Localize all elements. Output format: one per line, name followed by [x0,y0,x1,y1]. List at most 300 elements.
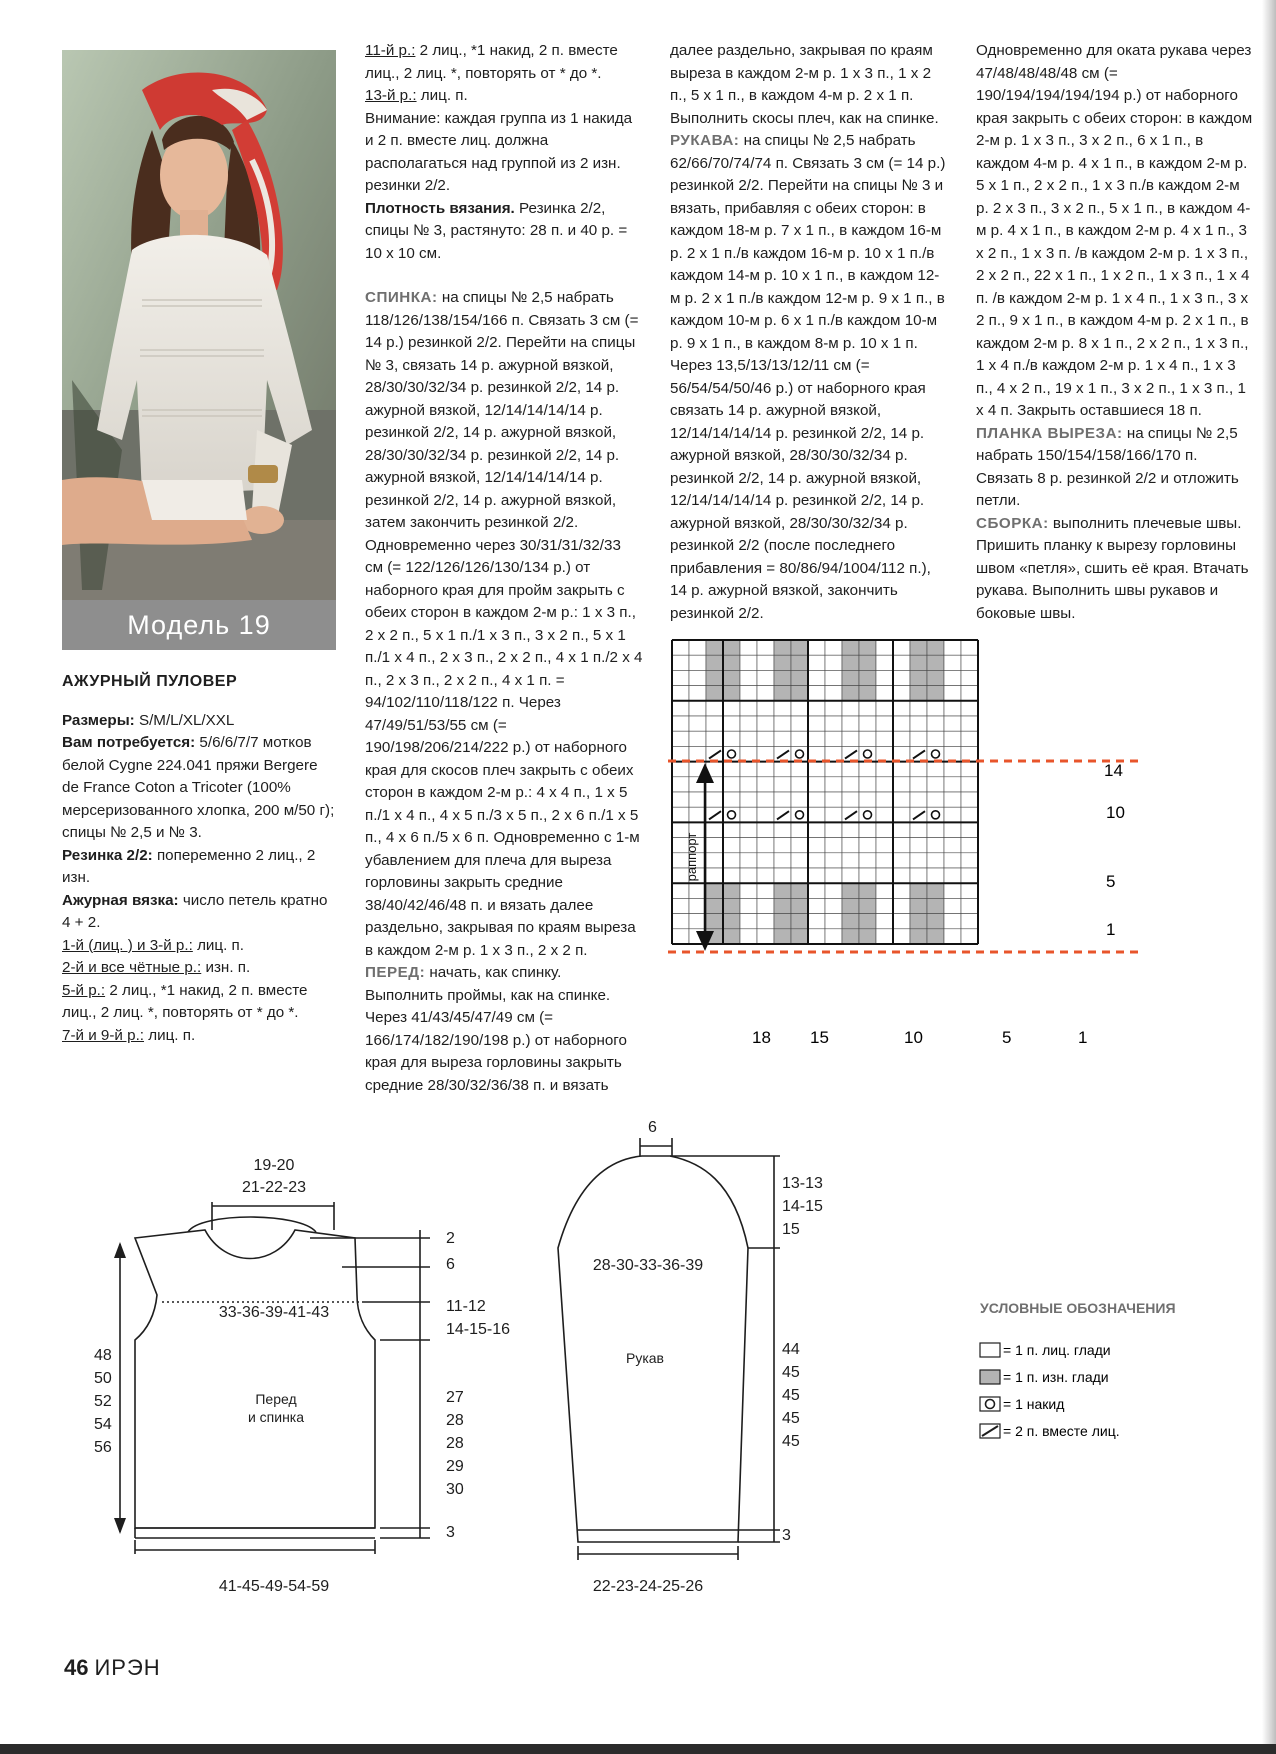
chart-cell [689,670,706,685]
chart-cell [876,762,893,777]
chart-cell [944,929,961,944]
chart-cell [791,731,808,746]
chart-cell [893,716,910,731]
chart-cell [893,792,910,807]
chart-cell [927,746,944,761]
model-label: Модель 19 [62,600,336,650]
chart-cell [740,655,757,670]
chart-cell [774,792,791,807]
chart-cell [757,898,774,913]
chart-cell [757,746,774,761]
chart-cell [910,792,927,807]
chart-cell [774,929,791,944]
row-label-5: 5 [1106,872,1116,891]
chart-cell [927,883,944,898]
chart-cell [859,807,876,822]
sleeve-length-1: 44 [782,1341,800,1358]
needs-label: Вам потребуется: [62,734,196,751]
sleeve-length-4: 45 [782,1410,800,1427]
chart-cell [740,746,757,761]
sizes-label: Размеры: [62,711,135,729]
sleeve-outline [558,1156,748,1542]
chart-cell [774,640,791,655]
chart-cell [927,853,944,868]
chart-cell [910,716,927,731]
chart-cell [961,716,978,731]
row1-text: лиц. п. [197,936,244,954]
chart-cell [791,868,808,883]
bottom-width-label: 41-45-49-54-59 [218,1578,330,1595]
chart-cell [774,838,791,853]
chart-cell [791,838,808,853]
chart-cell [706,914,723,929]
chart-cell [723,731,740,746]
row-label-14: 14 [1104,761,1123,780]
chart-cell [740,792,757,807]
chart-cell [961,914,978,929]
sleeve-text: на спицы № 2,5 набрать 62/66/70/74/74 п. Связать 3 см (= 14 р.) резинкой 2/2. Перейти на спицы № 3 и вязать, прибавляя с обеих сторон: в каждом 18-м р. 7 х 1 п., в каждом 16-м р. 2 х 1 п./в каждом 16-м р. 10 х 1 п./в каждом 14-м р. 10 х 1 п., в каждом 12-м р. 2 х 1 п./в каждом 12-м р. 9 х 1 п., в каждом 10-м р. 6 х 1 п./в каждом 10-м р. 9 х 1 п., в каждом 8-м р. 10 х 1 п. Через 13,5/13/13/12/11 см (= 56/54/54/50/46 р.) от наборного края связать 14 р. ажурной вязкой, 12/14/14/14/14 р. резинкой 2/2, 14 р. ажурной вязкой, 28/30/30/32/34 р. резинкой 2/2, 14 р. ажурной вязкой, 12/14/14/14/14 р. резинкой 2/2, 14 р. ажурной вязкой, 28/30/30/32/34 р. резинкой 2/2 (после последнего прибавления = 80/86/94/1004/112 п.), 14 р. ажурной вязкой, закончить резинкой 2/2. [670,132,946,622]
chart-cell [910,868,927,883]
chart-cell [791,762,808,777]
density-label: Плотность вязания. [365,199,515,217]
chart-cell [791,914,808,929]
chart-cell [808,792,825,807]
chart-cell [859,746,876,761]
chart-cell [859,686,876,701]
chart-cell [944,807,961,822]
page-edge [1262,0,1276,1754]
chart-cell [944,914,961,929]
chart-cell [961,853,978,868]
chart-cell [689,914,706,929]
chart-cell [944,731,961,746]
chart-cell [689,807,706,822]
chart-cell [723,792,740,807]
total-length-2: 50 [94,1370,112,1387]
chart-cell [757,670,774,685]
row7-text: лиц. п. [148,1026,196,1044]
chart-cell [842,914,859,929]
chart-cell [689,883,706,898]
chart-cell [723,716,740,731]
sleeve-label: РУКАВА: [670,132,740,149]
row-label-1: 1 [1106,920,1116,939]
row13-label: 13-й р.: [365,87,417,104]
chart-cell [757,731,774,746]
chart-cell [961,898,978,913]
rib-text: попеременно 2 лиц., 2 изн. [62,846,316,886]
chart-cell [876,731,893,746]
col-label-1: 1 [1078,1028,1088,1047]
chart-cell [706,655,723,670]
chart-cell [689,655,706,670]
chart-cell [723,670,740,685]
chart-cell [825,670,842,685]
chart-cell [791,792,808,807]
chart-cell [723,640,740,655]
chart-cell [927,914,944,929]
chart-cell [723,746,740,761]
chart-cell [876,929,893,944]
chart-cell [842,686,859,701]
chart-cell [757,853,774,868]
chart-cell [808,898,825,913]
chart-cell [672,655,689,670]
legend-title: УСЛОВНЫЕ ОБОЗНАЧЕНИЯ [980,1300,1176,1316]
chart-cell [706,898,723,913]
chart-cell [893,731,910,746]
chart-cell [910,777,927,792]
sleeve-rib-height: 3 [782,1527,791,1544]
sleeve-label: Рукав [626,1350,664,1366]
chart-cell [774,670,791,685]
chart-cell [859,914,876,929]
chart-cell [774,898,791,913]
body-schematic [80,1140,540,1610]
chart-cell [927,670,944,685]
chart-cell [791,716,808,731]
chart-cell [689,686,706,701]
chart-cell [927,762,944,777]
cap-height-3: 15 [782,1221,800,1238]
chart-cell [859,762,876,777]
chart-cell [859,929,876,944]
chart-cell [808,868,825,883]
chart-cell [689,898,706,913]
chart-cell [825,701,842,716]
chart-cell [944,883,961,898]
sleeve-length-3: 45 [782,1387,800,1404]
chart-cell [723,929,740,944]
model-photo-illustration [62,50,336,650]
legend-purl-symbol [980,1370,1000,1384]
chart-cell [927,777,944,792]
chart-cell [910,853,927,868]
chart-cell [740,929,757,944]
chart-cell [706,883,723,898]
side-length-5: 30 [446,1481,464,1498]
chart-cell [808,929,825,944]
chart-cell [757,655,774,670]
chart-cell [842,792,859,807]
chart-cell [944,762,961,777]
chart-cell [774,914,791,929]
assembly-text: выполнить плечевые швы. Пришить планку к вырезу горловины швом «петля», сшить её края. Втачать рукава. Выполнить швы рукавов и боковые швы. [976,514,1249,622]
chart-cell [825,914,842,929]
chart-cell [910,822,927,837]
chart-cell [910,883,927,898]
chart-cell [689,701,706,716]
chart-cell [825,686,842,701]
chart-cell [876,853,893,868]
chart-cell [791,822,808,837]
chart-cell [893,929,910,944]
chart-cell [961,686,978,701]
legend-yarnover: = 1 накид [1003,1396,1065,1412]
chart-cell [927,686,944,701]
chart-cell [757,716,774,731]
chart-cell [672,762,689,777]
front-label: ПЕРЕД: [365,964,426,981]
sleeve-upper-width: 28-30-33-36-39 [592,1257,704,1274]
chart-cell [757,792,774,807]
chart-cell [927,701,944,716]
chart-cell [944,655,961,670]
shoulder-width-label: 33-36-39-41-43 [218,1304,330,1321]
chart-cell [791,898,808,913]
chart-cell [944,822,961,837]
chart-cell [791,929,808,944]
chart-cell [740,762,757,777]
chart-cell [910,701,927,716]
col-label-15: 15 [810,1028,829,1047]
armhole-depth-1: 11-12 [446,1298,486,1315]
chart-cell [893,762,910,777]
chart-grid [672,640,978,944]
chart-cell [859,792,876,807]
chart-cell [876,777,893,792]
chart-cell [859,868,876,883]
chart-cell [910,655,927,670]
cap-height-2: 14-15 [782,1198,823,1215]
chart-cell [961,746,978,761]
chart-cell [808,670,825,685]
chart-cell [876,746,893,761]
chart-cell [927,929,944,944]
chart-cell [774,822,791,837]
chart-cell [961,701,978,716]
chart-cell [740,868,757,883]
chart-cell [825,731,842,746]
chart-cell [893,822,910,837]
chart-cell [740,853,757,868]
chart-cell [927,822,944,837]
chart-cell [910,731,927,746]
chart-cell [672,670,689,685]
chart-cell [893,898,910,913]
chart-cell [791,883,808,898]
row11-label: 11-й р.: [365,42,416,59]
chart-cell [876,914,893,929]
rib-label: Резинка 2/2: [62,846,153,864]
chart-cell [927,655,944,670]
chart-cell [723,777,740,792]
row2-label: 2-й и все чётные р.: [62,959,202,976]
column-4 [976,40,1254,625]
chart-cell [927,807,944,822]
col-label-10: 10 [904,1028,923,1047]
model-photo [62,50,336,650]
chart-cell [808,731,825,746]
chart-cell [944,853,961,868]
chart-cell [825,792,842,807]
chart-cell [808,914,825,929]
chart-cell [927,640,944,655]
chart-cell [791,853,808,868]
chart-cell [859,655,876,670]
chart-cell [859,883,876,898]
chart-cell [808,777,825,792]
chart-cell [842,853,859,868]
chart-cell [757,822,774,837]
chart-cell [893,640,910,655]
chart-cell [927,792,944,807]
column-2 [365,40,643,1097]
chart-cell [961,670,978,685]
chart-cell [859,898,876,913]
chart-cell [791,670,808,685]
page-number: 46 [64,1655,89,1680]
chart-cell [944,868,961,883]
chart-cell [842,731,859,746]
chart-cell [893,868,910,883]
chart-cell [723,762,740,777]
chart-cell [876,868,893,883]
chart-cell [859,777,876,792]
chart-cell [791,777,808,792]
chart-cell [893,914,910,929]
chart-cell [672,746,689,761]
chart-cell [842,670,859,685]
chart-cell [689,746,706,761]
chart-cell [808,822,825,837]
chart-cell [723,853,740,868]
chart-cell [893,655,910,670]
chart-cell [672,640,689,655]
chart-cell [740,777,757,792]
chart-cell [944,898,961,913]
chart-cell [876,670,893,685]
chart-cell [740,898,757,913]
chart-cell [876,701,893,716]
piece-label-2: и спинка [247,1409,305,1425]
chart-cell [740,686,757,701]
piece-label-1: Перед [255,1391,297,1407]
chart-cell [723,883,740,898]
chart-cell [706,640,723,655]
chart-cell [842,762,859,777]
chart-cell [757,868,774,883]
chart-cell [910,898,927,913]
chart-cell [961,777,978,792]
chart-cell [893,853,910,868]
chart-cell [842,883,859,898]
chart-cell [808,838,825,853]
chart-cell [808,883,825,898]
back-text: на спицы № 2,5 набрать 118/126/138/154/166 п. Связать 3 см (= 14 р.) резинкой 2/2. Перейти на спицы № 3, связать 14 р. ажурной вязкой, 28/30/30/32/34 р. резинкой 2/2, 14 р. ажурной вязкой, 12/14/14/14/14 р. резинкой 2/2, 14 р. ажурной вязкой, 28/30/30/32/34 р. резинкой 2/2, 14 р. ажурной вязкой, 12/14/14/14/14 р. резинкой 2/2, 14 р. ажурной вязкой, затем закончить резинкой 2/2. Одновременно через 30/31/31/32/33 см (= 122/126/126/130/134 р.) от наборного края для пройм закрыть с обеих сторон в каждом 2-м р.: 1 х 3 п., 2 х 2 п., 5 х 1 п./1 х 3 п., 3 х 2 п., 5 х 1 п./1 х 4 п., 2 х 3 п., 2 х 2 п., 4 х 1 п./2 х 4 п., 2 х 3 п., 2 х 2 п., 4 х 1 п. = 94/102/110/118/122 п. Через 47/49/51/53/55 см (= 190/198/206/214/222 р.) от наборного края для скосов плеч закрыть с обеих сторон в каждом 2-м р.: 4 х 4 п., 1 х 5 п./1 х 4 п., 4 х 5 п./3 х 5 п., 2 х 6 п./1 х 5 п., 4 х 6 п./5 х 6 п. Одновременно с 1-м убавлением для плеча для выреза горловины закрыть средние 38/40/42/46/48 п. и вязать далее раздельно, закрывая по краям выреза в каждом 2-м р. 1 х 3 п., 2 х 2 п. [365,289,643,959]
chart-cell [961,868,978,883]
legend-k2tog: = 2 п. вместе лиц. [1003,1423,1120,1439]
chart-cell [672,792,689,807]
chart-cell [961,883,978,898]
chart-cell [672,929,689,944]
chart-cell [825,746,842,761]
chart-cell [842,701,859,716]
chart-cell [842,898,859,913]
chart-cell [791,655,808,670]
side-length-1: 27 [446,1389,464,1406]
chart-cell [825,822,842,837]
chart-cell [825,929,842,944]
chart-cell [876,792,893,807]
chart-cell [791,746,808,761]
chart-cell [944,640,961,655]
chart-cell [672,777,689,792]
chart-cell [723,838,740,853]
total-length-1: 48 [94,1347,112,1364]
neckband-label: ПЛАНКА ВЫРЕЗА: [976,424,1123,442]
row1-label: 1-й (лиц. ) и 3-й р.: [62,936,193,954]
chart-cell [944,701,961,716]
chart-cell [944,716,961,731]
chart-cell [859,731,876,746]
chart-cell [808,762,825,777]
chart-cell [740,731,757,746]
chart-cell [927,716,944,731]
rapport-label: раппорт [684,832,699,882]
chart-cell [825,807,842,822]
front-continued-text: далее раздельно, закрывая по краям выреза в каждом 2-м р. 1 х 3 п., 1 х 2 п., 5 х 1 п., в каждом 4-м р. 2 х 1 п. Выполнить скосы плеч, как на спинке. [670,42,939,127]
chart-cell [961,640,978,655]
chart-cell [859,838,876,853]
chart-cell [740,914,757,929]
total-length-4: 54 [94,1416,112,1433]
chart-cell [723,822,740,837]
page-bottom-edge [0,1744,1276,1754]
sleeve-bottom-width: 22-23-24-25-26 [592,1578,704,1595]
chart-cell [842,838,859,853]
chart-cell [706,792,723,807]
col-label-18: 18 [752,1028,771,1047]
assembly-label: СБОРКА: [976,514,1049,532]
chart-cell [706,686,723,701]
chart-cell [876,686,893,701]
chart-cell [740,822,757,837]
chart-cell [910,670,927,685]
chart-cell [757,686,774,701]
chart-cell [825,853,842,868]
lace-text: число петель кратно 4 + 2. [62,891,328,931]
chart-cell [961,807,978,822]
chart-cell [842,640,859,655]
sleeve-schematic [540,1110,860,1610]
chart-cell [740,640,757,655]
chart-cell [706,670,723,685]
chart-cell [842,655,859,670]
chart-cell [876,807,893,822]
total-length-5: 56 [94,1439,112,1456]
chart-cell [706,838,723,853]
chart-cell [825,716,842,731]
chart-cell [859,853,876,868]
side-length-2: 28 [446,1412,464,1429]
chart-cell [893,701,910,716]
chart-cell [723,655,740,670]
chart-cell [876,822,893,837]
chart-cell [961,822,978,837]
chart-cell [961,792,978,807]
chart-cell [808,853,825,868]
chart-cell [893,746,910,761]
rib-height: 3 [446,1524,455,1541]
chart-cell [876,898,893,913]
chart-cell [961,655,978,670]
chart-cell [706,716,723,731]
sleeve-length-5: 45 [782,1433,800,1450]
chart-cell [723,701,740,716]
chart-cell [774,853,791,868]
lace-label: Ажурная вязка: [62,891,179,909]
